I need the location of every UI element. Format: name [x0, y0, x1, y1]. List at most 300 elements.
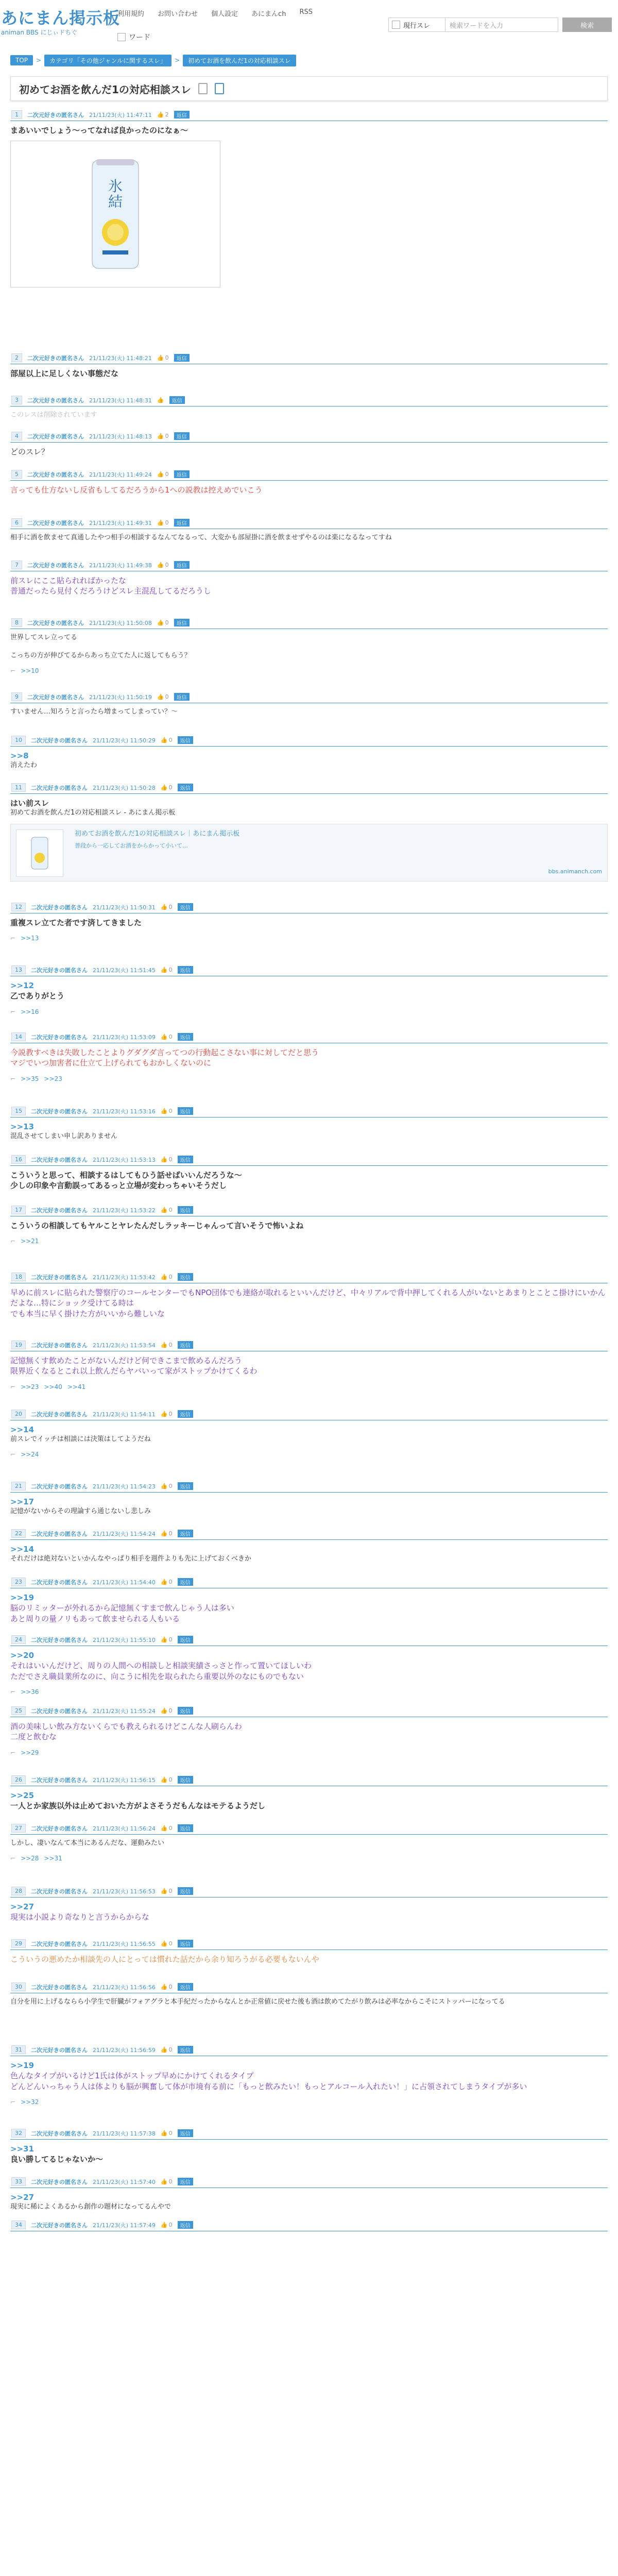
post-body [10, 1493, 608, 1516]
reply-button[interactable]: 返信 [169, 396, 185, 404]
post-number[interactable]: 8 [11, 618, 22, 627]
reply-link[interactable]: >>41 [67, 1383, 86, 1391]
like-counter[interactable]: 👍 0 [160, 1033, 173, 1040]
bookmark-icon[interactable] [215, 83, 224, 94]
reply-button[interactable]: 返信 [178, 1824, 193, 1832]
like-counter[interactable]: 👍 0 [160, 1825, 173, 1832]
reply-button[interactable]: 返信 [178, 2221, 193, 2229]
reply-button[interactable]: 返信 [174, 519, 190, 527]
post-text-line: 現実は小説より奇なりと言うからからな [10, 1912, 150, 1922]
post-body [10, 747, 608, 770]
like-counter[interactable]: 👍 0 [157, 471, 169, 478]
post-date: 21/11/23(火) 11:50:19 [89, 693, 152, 701]
post-header [10, 616, 608, 629]
like-counter[interactable]: 👍 0 [157, 519, 169, 526]
reply-anchor-link[interactable]: >>13 [10, 1122, 35, 1131]
reply-button[interactable]: 返信 [178, 1578, 193, 1586]
post-number[interactable]: 14 [11, 1032, 26, 1041]
reply-link[interactable]: >>21 [21, 1238, 39, 1245]
reply-anchor-link[interactable]: >>31 [10, 2144, 35, 2154]
thread-title: 初めてお酒を飲んだ1の対応相談スレ [19, 83, 191, 96]
reply-link[interactable]: >>28 [21, 1854, 39, 1862]
thumbs-up-icon[interactable]: 👍 [157, 619, 164, 626]
reply-link[interactable]: >>10 [21, 667, 39, 674]
site-header [0, 0, 618, 52]
link-title[interactable]: 初めてお酒を飲んだ1の対応相談スレ｜あにまん掲示板 [75, 829, 240, 838]
post-body [10, 364, 608, 379]
reply-button[interactable]: 返信 [178, 1273, 193, 1281]
post-date: 21/11/23(火) 11:53:22 [93, 1207, 156, 1214]
post-text-line: こっちの方が伸びてるからあっち立てた人に返してもらう？ [10, 652, 191, 660]
post-number[interactable]: 31 [11, 2045, 26, 2054]
like-counter[interactable]: 👍 0 [157, 354, 169, 361]
post-body [10, 571, 608, 597]
post-text-line: 色んなタイプがいるけど1氏は体がストップ早めにかけてくれるタイプ [10, 2071, 254, 2081]
post-number[interactable]: 17 [11, 1206, 26, 1214]
like-counter[interactable]: 👍 0 [160, 2178, 173, 2185]
like-counter[interactable]: 👍 0 [157, 619, 169, 626]
thumbs-up-icon[interactable]: 👍 [160, 1984, 168, 1990]
post-text-line: 消えたわ [10, 761, 38, 770]
reply-button[interactable]: 返信 [178, 1410, 193, 1418]
like-counter[interactable]: 👍 0 [160, 1411, 173, 1417]
like-counter[interactable]: 👍 0 [160, 1207, 173, 1213]
reply-links [10, 1688, 608, 1696]
reply-button[interactable]: 返信 [178, 903, 193, 911]
like-counter[interactable]: 👍 0 [160, 1579, 173, 1585]
post-body [10, 481, 608, 495]
post-number[interactable]: 19 [11, 1341, 26, 1349]
post-header [10, 1204, 608, 1216]
post-body [10, 1283, 608, 1319]
like-counter[interactable]: 👍 0 [160, 2130, 173, 2137]
reply-link[interactable]: >>23 [21, 1383, 39, 1391]
reply-button[interactable]: 返信 [178, 1156, 193, 1163]
reply-anchor-link[interactable]: >>14 [10, 1545, 35, 1554]
like-counter[interactable]: 👍 0 [160, 1940, 173, 1947]
reply-link[interactable]: >>23 [44, 1075, 62, 1082]
like-counter[interactable]: 👍 0 [160, 1776, 173, 1783]
like-counter[interactable]: 👍 0 [160, 967, 173, 973]
thumbs-up-icon[interactable]: 👍 [160, 1207, 168, 1213]
checkbox-icon[interactable] [117, 33, 126, 41]
post-date: 21/11/23(火) 11:53:09 [93, 1033, 156, 1041]
thumbs-up-icon[interactable]: 👍 [160, 1483, 168, 1489]
link-preview-card[interactable] [10, 824, 608, 882]
like-counter[interactable]: 👍 0 [160, 1984, 173, 1990]
reply-button[interactable]: 返信 [174, 693, 190, 701]
thumbs-up-icon[interactable]: 👍 [160, 2178, 168, 2185]
thumbs-up-icon[interactable]: 👍 [160, 1411, 168, 1417]
post-item [10, 1773, 608, 1816]
reply-button[interactable]: 返信 [178, 1940, 193, 1947]
like-counter[interactable]: 👍 2 [157, 111, 169, 118]
breadcrumb-top[interactable]: TOP [10, 55, 33, 65]
post-text-line: 今説教すべきは失敗したことよりグダグダ言ってつの行動起こさない事に対してだと思う [10, 1048, 319, 1057]
like-counter[interactable] [157, 397, 164, 403]
post-number[interactable]: 33 [11, 2177, 26, 2186]
like-counter[interactable]: 👍 0 [160, 1483, 173, 1489]
like-counter[interactable]: 👍 0 [160, 1274, 173, 1280]
post-item [10, 1937, 608, 1974]
like-counter[interactable]: 👍 0 [157, 433, 169, 439]
post-text-line: どのスレ？ [10, 447, 49, 456]
post-number[interactable]: 26 [11, 1775, 26, 1784]
post-item [10, 351, 608, 387]
post-number[interactable]: 5 [11, 470, 22, 479]
reply-button[interactable]: 返信 [178, 1776, 193, 1784]
reply-button[interactable]: 返信 [178, 1887, 193, 1895]
post-number[interactable]: 32 [11, 2129, 26, 2138]
reply-link[interactable]: >>36 [21, 1688, 39, 1696]
thumbs-up-icon[interactable]: 👍 [160, 1636, 168, 1643]
reply-button[interactable]: 返信 [178, 1530, 193, 1537]
post-item [10, 616, 608, 684]
poster-name: 二次元好きの匿名さん [31, 1707, 88, 1715]
poster-name: 二次元好きの匿名さん [31, 737, 88, 744]
post-number[interactable]: 18 [11, 1273, 26, 1281]
post-number[interactable]: 7 [11, 561, 22, 569]
reply-link[interactable]: >>24 [21, 1450, 39, 1458]
post-number[interactable]: 25 [11, 1706, 26, 1715]
post-header [10, 2043, 608, 2056]
breadcrumb-separator: > [36, 57, 42, 64]
post-header [10, 1885, 608, 1897]
post-date: 21/11/23(火) 11:53:54 [93, 1342, 156, 1349]
thumbs-up-icon[interactable]: 👍 [157, 519, 164, 526]
reply-links [10, 1383, 608, 1391]
like-counter[interactable]: 👍 0 [160, 1888, 173, 1894]
top-nav [117, 8, 313, 18]
post-date: 21/11/23(火) 11:53:42 [93, 1274, 156, 1281]
post-number[interactable]: 24 [11, 1635, 26, 1644]
reply-button[interactable]: 返信 [178, 2046, 193, 2054]
nav-rss[interactable]: RSS [299, 8, 313, 16]
like-counter[interactable]: 👍 0 [160, 1342, 173, 1348]
post-text-line: 混乱させてしまい申し訳ありません [10, 1132, 118, 1141]
copy-icon[interactable] [198, 83, 208, 94]
post-number[interactable]: 22 [11, 1529, 26, 1538]
reply-anchor-link[interactable]: >>19 [10, 1593, 35, 1602]
post-item [10, 1575, 608, 1627]
reply-link[interactable]: >>31 [44, 1854, 62, 1862]
can-image-icon [87, 155, 144, 274]
reply-button[interactable]: 返信 [178, 1341, 193, 1349]
post-item [10, 516, 608, 552]
poster-name: 二次元好きの匿名さん [27, 111, 84, 118]
nav-settings[interactable]: 個人設定 [211, 10, 238, 18]
post-item [10, 1480, 608, 1521]
reply-anchor-link[interactable]: >>20 [10, 1651, 35, 1660]
reply-button[interactable]: 返信 [178, 1482, 193, 1490]
like-counter[interactable]: 👍 0 [160, 1156, 173, 1163]
post-item [10, 108, 608, 345]
post-date: 21/11/23(火) 11:50:29 [93, 737, 156, 744]
post-body [10, 1786, 608, 1811]
post-body [10, 1646, 608, 1696]
thumbs-up-icon[interactable]: 👍 [160, 1156, 168, 1163]
post-text-line: 二度と飲むな [10, 1732, 57, 1742]
search-scope-select[interactable] [388, 18, 445, 32]
thumbs-up-icon[interactable]: 👍 [160, 967, 168, 973]
post-body [10, 1717, 608, 1757]
breadcrumb-thread[interactable]: 初めてお酒を飲んだ1の対応相談スレ [183, 55, 296, 66]
post-number[interactable]: 3 [11, 396, 22, 404]
reply-anchor-link[interactable]: >>8 [10, 751, 29, 760]
reply-anchor-link[interactable]: >>19 [10, 2061, 35, 2070]
post-date: 21/11/23(火) 11:54:24 [93, 1530, 156, 1537]
reply-arrow-icon: ⌐ [10, 1238, 16, 1245]
post-date: 21/11/23(火) 11:48:13 [89, 433, 152, 440]
nav-animanch[interactable]: あにまんch [251, 10, 286, 18]
post-number[interactable]: 11 [11, 783, 26, 792]
thumbs-up-icon[interactable]: 👍 [160, 737, 168, 743]
post-date: 21/11/23(火) 11:50:31 [93, 904, 156, 911]
thumbs-up-icon[interactable]: 👍 [160, 1108, 168, 1114]
like-counter[interactable]: 👍 0 [160, 1707, 173, 1714]
post-number[interactable]: 9 [11, 692, 22, 701]
post-number[interactable]: 13 [11, 965, 26, 974]
post-text-line: はい前スレ [10, 799, 49, 808]
post-number[interactable]: 20 [11, 1410, 26, 1418]
thumbs-up-icon[interactable]: 👍 [160, 1888, 168, 1894]
post-number[interactable]: 2 [11, 353, 22, 362]
reply-link[interactable]: >>16 [21, 1008, 39, 1015]
post-header [10, 781, 608, 794]
thumbs-up-icon[interactable]: 👍 [160, 904, 168, 910]
scope-checkbox-icon[interactable] [392, 21, 400, 29]
reply-links [10, 934, 608, 942]
poster-name: 二次元好きの匿名さん [31, 784, 88, 791]
reply-button[interactable]: 返信 [174, 432, 190, 440]
post-text-line: こういうの相談してもヤルことヤレたんだしラッキーじゃんって言いそうで怖いよね [10, 1221, 304, 1230]
post-text-line: 普通だったら見付くだろうけどスレ主混乱してるだろうし [10, 586, 212, 596]
reply-button[interactable]: 返信 [178, 2178, 193, 2185]
post-header [10, 2175, 608, 2188]
like-counter[interactable]: 👍 0 [160, 1108, 173, 1114]
thumbs-up-icon[interactable]: 👍 [157, 397, 164, 403]
post-number[interactable]: 1 [11, 110, 22, 119]
post-date: 21/11/23(火) 11:50:28 [93, 784, 156, 791]
reply-anchor-link[interactable]: >>25 [10, 1791, 35, 1800]
post-date: 21/11/23(火) 11:49:38 [89, 562, 152, 569]
post-header [10, 1822, 608, 1835]
thumbs-up-icon[interactable]: 👍 [157, 354, 164, 361]
thumbs-up-icon[interactable]: 👍 [160, 2130, 168, 2137]
search-bar [388, 18, 612, 32]
breadcrumb-category[interactable]: カテゴリ「その他ジャンルに関するスレ」 [44, 55, 171, 66]
reply-button[interactable]: 返信 [174, 619, 190, 626]
post-header [10, 468, 608, 481]
post-number[interactable]: 4 [11, 432, 22, 440]
reply-link[interactable]: >>35 [21, 1075, 39, 1082]
thumbs-up-icon[interactable]: 👍 [160, 1342, 168, 1348]
reply-anchor-link[interactable]: >>14 [10, 1425, 35, 1434]
post-item [10, 1338, 608, 1401]
thumbs-up-icon[interactable]: 👍 [160, 1776, 168, 1783]
poster-name: 二次元好きの匿名さん [31, 1530, 88, 1537]
like-counter[interactable]: 👍 0 [157, 562, 169, 568]
reply-link[interactable]: >>13 [21, 935, 39, 942]
nav-terms[interactable]: 利用規約 [117, 10, 145, 18]
post-item [10, 963, 608, 1024]
reply-anchor-link[interactable]: >>12 [10, 981, 35, 990]
post-number[interactable]: 15 [11, 1107, 26, 1115]
reply-arrow-icon: ⌐ [10, 2098, 16, 2106]
like-counter[interactable]: 👍 0 [160, 2222, 173, 2228]
post-date: 21/11/23(火) 11:55:24 [93, 1707, 156, 1715]
like-counter[interactable]: 👍 0 [160, 1530, 173, 1537]
post-date: 21/11/23(火) 11:53:16 [93, 1108, 156, 1115]
thumbs-up-icon[interactable]: 👍 [157, 433, 164, 439]
post-text-line: 少しの印象や言動誤ってあるっと立場が変わっちゃいそうだし [10, 1181, 227, 1191]
post-body [10, 443, 608, 457]
post-item [10, 394, 608, 423]
thumbs-up-icon[interactable]: 👍 [157, 111, 164, 118]
reply-button[interactable]: 返信 [178, 1636, 193, 1643]
reply-button[interactable]: 返信 [178, 1206, 193, 1214]
svg-text:氷: 氷 [108, 177, 123, 195]
post-number[interactable]: 23 [11, 1578, 26, 1586]
reply-arrow-icon: ⌐ [10, 667, 16, 674]
post-text-line: 酒の美味しい飲み方ないくらでも教えられるけどこんな人刷らんわ [10, 1722, 242, 1731]
reply-button[interactable]: 返信 [178, 966, 193, 974]
post-body [10, 913, 608, 942]
post-item [10, 1885, 608, 1931]
post-date: 21/11/23(火) 11:47:11 [89, 111, 152, 118]
search-input[interactable]: 検索ワードを入力 [445, 18, 558, 32]
post-number[interactable]: 27 [11, 1824, 26, 1833]
reply-button[interactable]: 返信 [178, 1707, 193, 1715]
site-logo[interactable] [1, 5, 120, 37]
nav-contact[interactable]: お問い合わせ [158, 10, 198, 18]
poster-name: 二次元好きの匿名さん [27, 354, 84, 362]
post-date: 21/11/23(火) 11:49:24 [89, 471, 152, 478]
post-number[interactable]: 12 [11, 903, 26, 911]
like-counter[interactable]: 👍 0 [160, 2046, 173, 2053]
post-body [10, 794, 608, 882]
post-body [10, 1835, 608, 1862]
like-counter[interactable]: 👍 0 [157, 693, 169, 700]
like-counter[interactable]: 👍 0 [160, 784, 173, 791]
post-text-line: ただでさえ職員業所なのに、向こうに相先を取られたら重要以外のなにものでもない [10, 1671, 304, 1681]
reply-arrow-icon: ⌐ [10, 1075, 16, 1082]
like-counter[interactable]: 👍 0 [160, 737, 173, 743]
reply-button[interactable]: 返信 [178, 2129, 193, 2137]
post-header [10, 963, 608, 976]
keyword-toggle[interactable] [117, 32, 150, 42]
post-date: 21/11/23(火) 11:56:15 [93, 1776, 156, 1784]
reply-button[interactable]: 返信 [174, 561, 190, 569]
post-number[interactable]: 10 [11, 736, 26, 744]
reply-button[interactable]: 返信 [174, 470, 190, 478]
thumbs-up-icon[interactable]: 👍 [160, 1579, 168, 1585]
keyword-label: ワード [129, 33, 150, 42]
thumbs-up-icon[interactable]: 👍 [160, 1707, 168, 1714]
post-date: 21/11/23(火) 11:48:31 [89, 397, 152, 404]
reply-link[interactable]: >>40 [44, 1383, 62, 1391]
post-text-line: 相手に酒を飲ませて真通したやつ相手の相談するなんてなるって、大変かも部屋掛に酒を飲ませずやるのは楽になるなってすね [10, 534, 392, 541]
post-number[interactable]: 21 [11, 1482, 26, 1490]
thumbs-up-icon[interactable]: 👍 [160, 2222, 168, 2228]
post-item [10, 2218, 608, 2239]
search-button[interactable]: 検索 [562, 18, 612, 32]
post-item [10, 734, 608, 775]
thumbs-up-icon[interactable]: 👍 [157, 562, 164, 568]
post-item [10, 2043, 608, 2121]
link-thumbnail [16, 829, 63, 877]
post-text-line: 乙でありがとう [10, 991, 65, 1001]
thumbs-up-icon[interactable]: 👍 [160, 2046, 168, 2053]
thumbs-up-icon[interactable]: 👍 [160, 1825, 168, 1832]
reply-button[interactable]: 返信 [174, 354, 190, 362]
like-counter[interactable]: 👍 0 [160, 1636, 173, 1643]
post-number[interactable]: 28 [11, 1887, 26, 1895]
reply-button[interactable]: 返信 [178, 1033, 193, 1041]
reply-button[interactable]: 返信 [178, 1983, 193, 1991]
post-item [10, 468, 608, 510]
post-text-line: 限界近くなるとこれ以上飲んだらヤバいって家がストップかけてくるわ [10, 1366, 258, 1376]
post-text-line: しかし、凄いなんて本当にあるんだな、運動みたい [10, 1839, 165, 1847]
post-text-line: 一人とか家族以外は止めておいた方がよさそうだもんなはモテるようだし [10, 1801, 266, 1811]
thumbs-up-icon[interactable]: 👍 [160, 1530, 168, 1537]
reply-anchor-link[interactable]: >>17 [10, 1497, 35, 1506]
post-header [10, 1153, 608, 1166]
thumbs-up-icon[interactable]: 👍 [157, 693, 164, 700]
thumbs-up-icon[interactable]: 👍 [160, 1274, 168, 1280]
post-date: 21/11/23(火) 11:57:40 [93, 2178, 156, 2185]
post-header [10, 1633, 608, 1646]
post-number[interactable]: 30 [11, 1982, 26, 1991]
post-image[interactable] [10, 141, 220, 287]
thumbs-up-icon[interactable]: 👍 [160, 1033, 168, 1040]
post-text-line: でも本当に早く掛けた方がいいから難しいな [10, 1309, 165, 1318]
reply-anchor-link[interactable]: >>27 [10, 1902, 35, 1911]
poster-name: 二次元好きの匿名さん [31, 1776, 88, 1784]
reply-link[interactable]: >>29 [21, 1749, 39, 1756]
poster-name: 二次元好きの匿名さん [27, 693, 84, 701]
post-number[interactable]: 6 [11, 518, 22, 527]
thread-title-box [10, 76, 608, 101]
thumbs-up-icon[interactable]: 👍 [160, 1940, 168, 1947]
reply-button[interactable]: 返信 [178, 736, 193, 744]
thumbs-up-icon[interactable]: 👍 [157, 471, 164, 478]
post-body [10, 121, 608, 287]
poster-name: 二次元好きの匿名さん [31, 1411, 88, 1418]
post-number[interactable]: 16 [11, 1155, 26, 1164]
post-number[interactable]: 34 [11, 2221, 26, 2229]
reply-arrow-icon: ⌐ [10, 1008, 16, 1015]
reply-link[interactable]: >>32 [21, 2098, 39, 2106]
reply-button[interactable]: 返信 [178, 1107, 193, 1115]
reply-anchor-link[interactable]: >>27 [10, 2193, 35, 2202]
reply-button[interactable]: 返信 [174, 111, 190, 118]
like-counter[interactable]: 👍 0 [160, 904, 173, 910]
post-number[interactable]: 29 [11, 1939, 26, 1948]
reply-button[interactable]: 返信 [178, 784, 193, 791]
post-header [10, 1527, 608, 1540]
poster-name: 二次元好きの匿名さん [31, 1636, 88, 1643]
post-header [10, 1575, 608, 1588]
post-item [10, 1633, 608, 1698]
reply-links [10, 1237, 608, 1245]
poster-name: 二次元好きの匿名さん [31, 2178, 88, 2185]
post-header [10, 1030, 608, 1043]
reply-links [10, 2098, 608, 2106]
post-text-line: マジでいつ加害者に仕立て上げられてもおかしくないのに [10, 1058, 212, 1068]
poster-name: 二次元好きの匿名さん [31, 904, 88, 911]
thumbs-up-icon[interactable]: 👍 [160, 784, 168, 791]
